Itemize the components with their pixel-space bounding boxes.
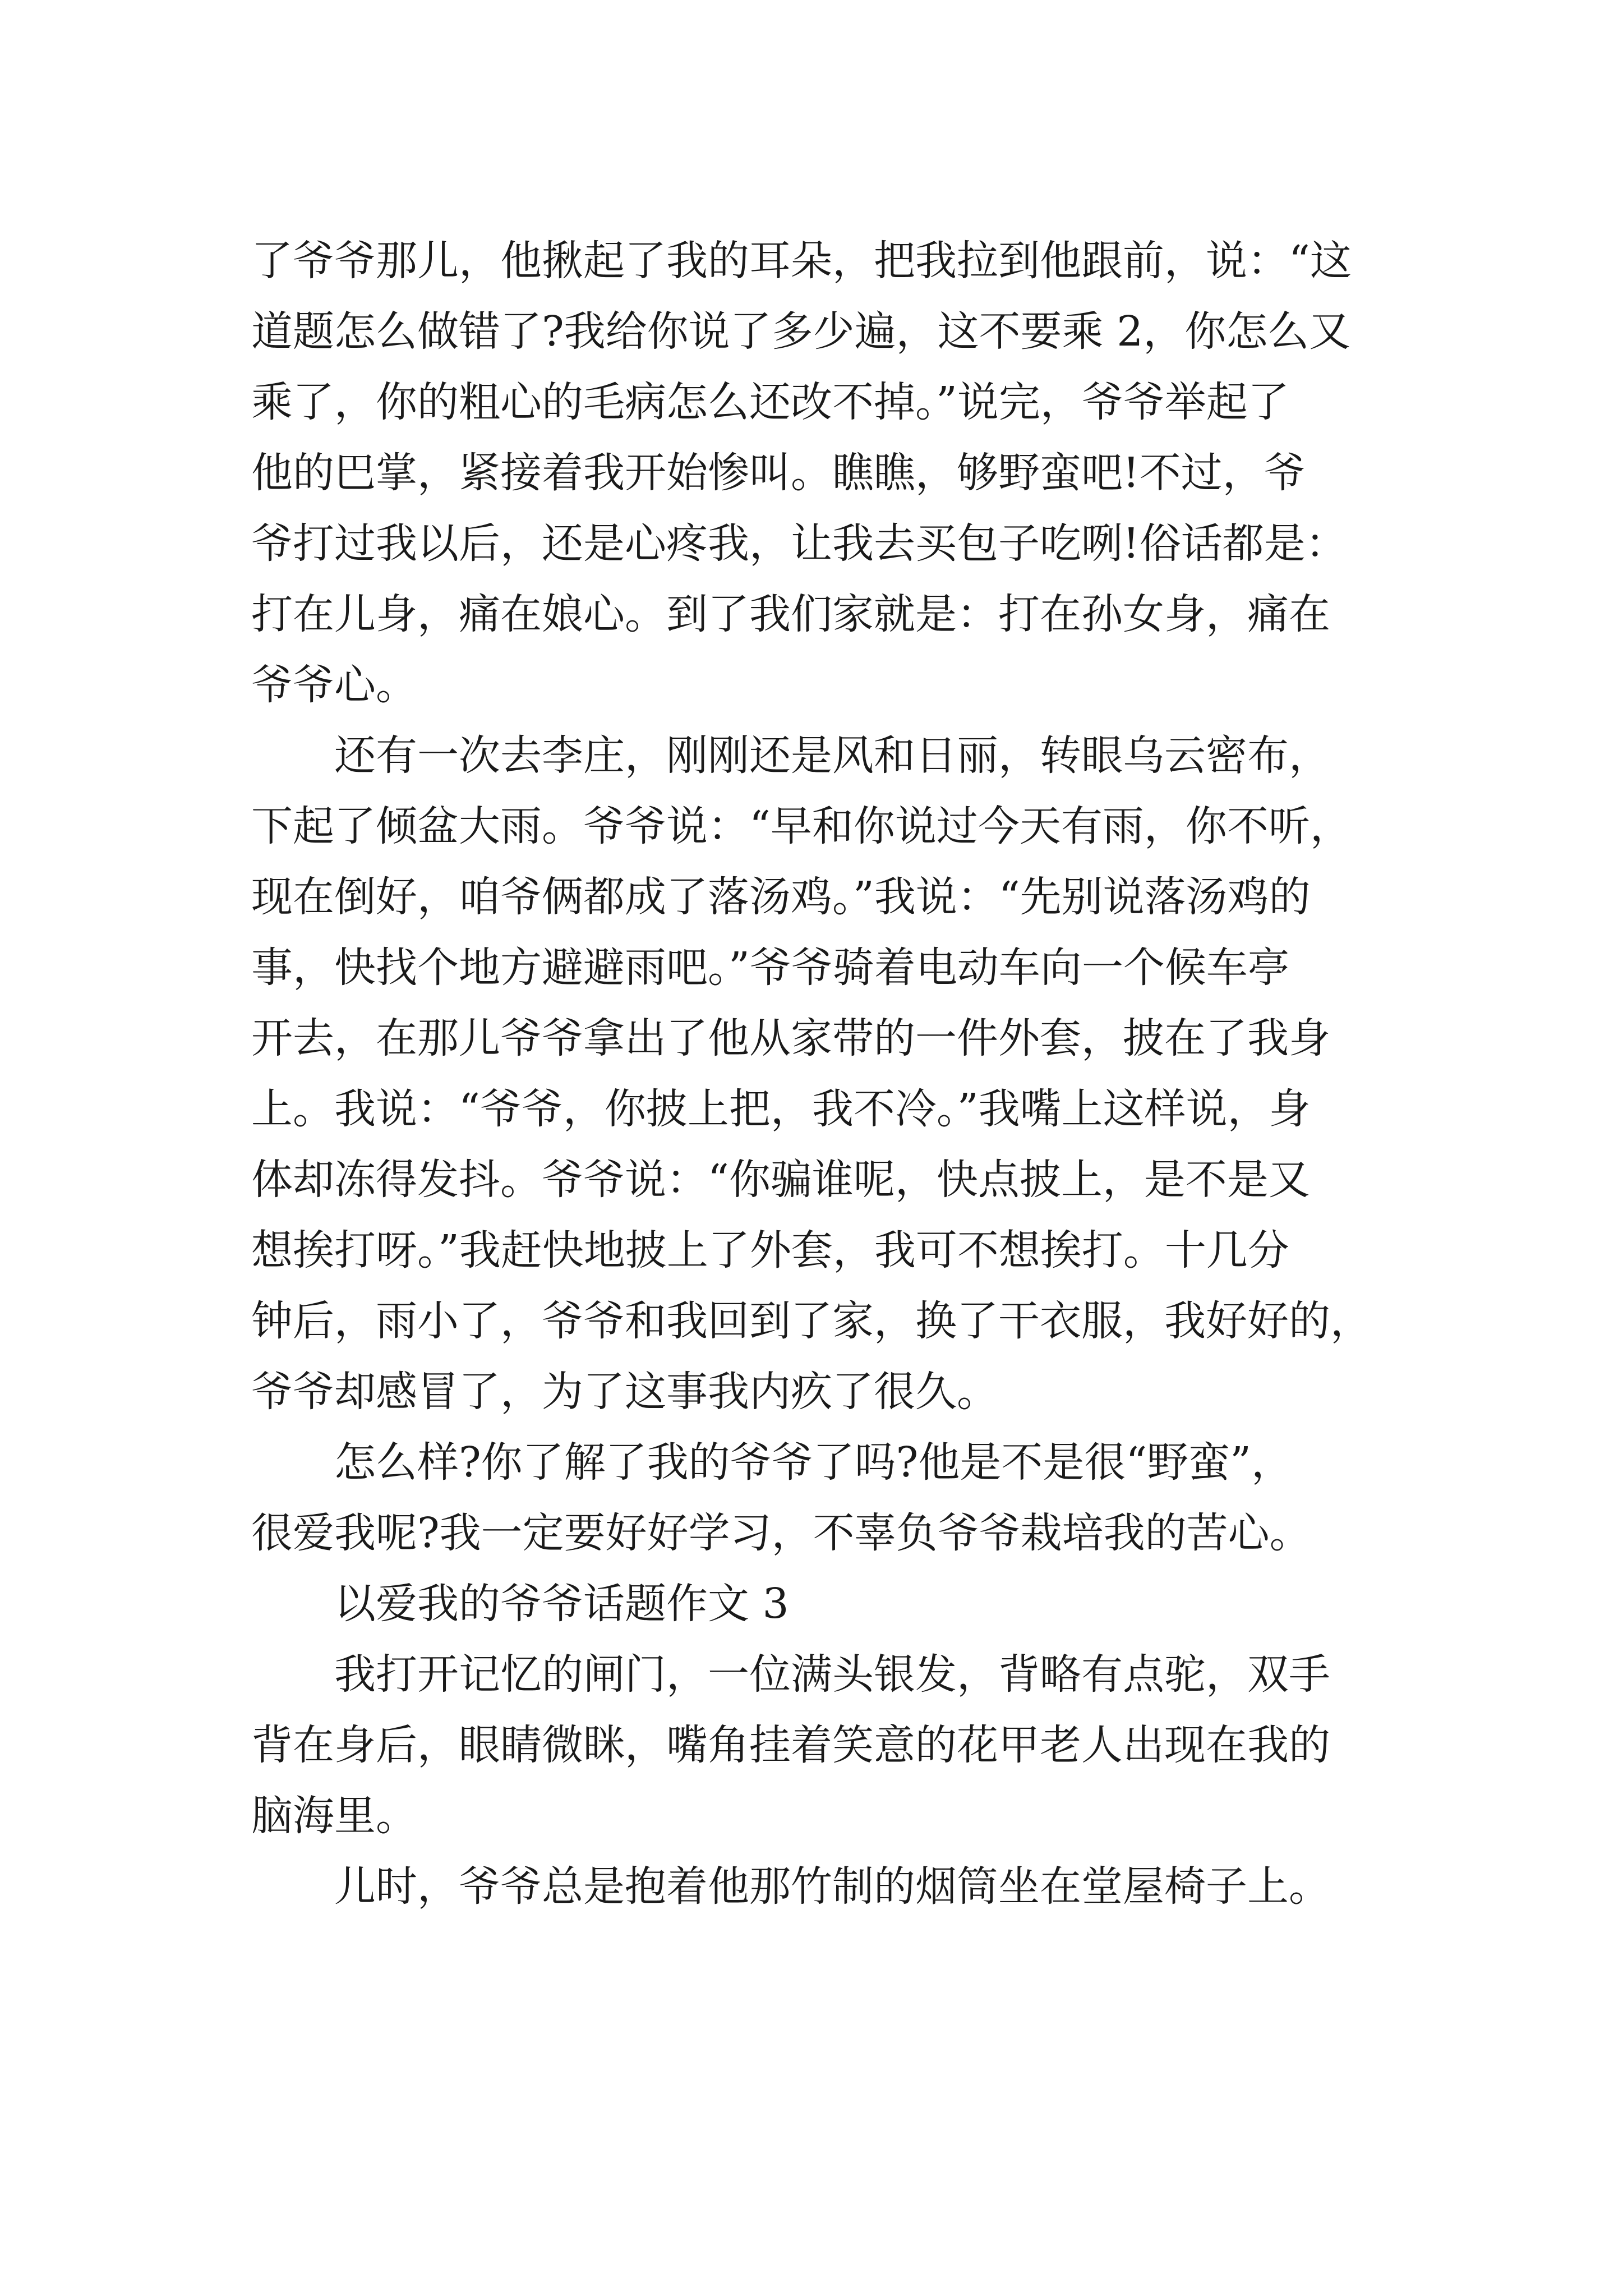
text-line: 上。我说：“爷爷，你披上把，我不冷。”我嘴上这样说，身	[251, 1085, 1311, 1133]
text-line: 下起了倾盆大雨。爷爷说：“早和你说过今天有雨，你不听，	[251, 802, 1352, 850]
text-line: 他的巴掌，紧接着我开始惨叫。瞧瞧，够野蛮吧!不过，爷	[251, 449, 1306, 497]
document-body	[251, 226, 1402, 1922]
text-line: 想挨打呀。”我赶快地披上了外套，我可不想挨打。十几分	[251, 1226, 1289, 1274]
text-line: 背在身后，眼睛微眯，嘴角挂着笑意的花甲老人出现在我的	[251, 1721, 1330, 1769]
text-line: 开去，在那儿爷爷拿出了他从家带的一件外套，披在了我身	[251, 1014, 1330, 1062]
text-line: 乘了，你的粗心的毛病怎么还改不掉。”说完，爷爷举起了	[251, 378, 1289, 426]
text-line: 道题怎么做错了?我给你说了多少遍，这不要乘 2，你怎么又	[251, 307, 1351, 356]
text-line: 钟后，雨小了，爷爷和我回到了家，换了干衣服，我好好的，	[251, 1297, 1372, 1345]
text-line: 爷打过我以后，还是心疼我，让我去买包子吃咧!俗话都是：	[251, 519, 1347, 568]
text-line: 爷爷心。	[251, 661, 417, 709]
text-line: 打在儿身，痛在娘心。到了我们家就是：打在孙女身，痛在	[251, 590, 1330, 638]
text-line: 爷爷却感冒了，为了这事我内疚了很久。	[251, 1368, 998, 1416]
text-line: 体却冻得发抖。爷爷说：“你骗谁呢，快点披上，是不是又	[251, 1156, 1310, 1204]
text-line: 很爱我呢?我一定要好好学习，不辜负爷爷栽培我的苦心。	[251, 1509, 1311, 1557]
text-line: 怎么样?你了解了我的爷爷了吗?他是不是很“野蛮”，	[251, 1438, 1293, 1487]
text-line: 儿时，爷爷总是抱着他那竹制的烟筒坐在堂屋椅子上。	[251, 1862, 1330, 1911]
text-line: 我打开记忆的闸门，一位满头银发，背略有点驼，双手	[251, 1650, 1330, 1699]
text-line: 现在倒好，咱爷俩都成了落汤鸡。”我说：“先别说落汤鸡的	[251, 873, 1311, 921]
text-line: 还有一次去李庄，刚刚还是风和日丽，转眼乌云密布，	[251, 731, 1330, 780]
text-line: 事，快找个地方避避雨吧。”爷爷骑着电动车向一个候车亭	[251, 944, 1289, 992]
section-heading: 以爱我的爷爷话题作文 3	[251, 1580, 789, 1628]
text-line: 了爷爷那儿，他揪起了我的耳朵，把我拉到他跟前，说：“这	[251, 237, 1352, 285]
text-line: 脑海里。	[251, 1792, 417, 1840]
